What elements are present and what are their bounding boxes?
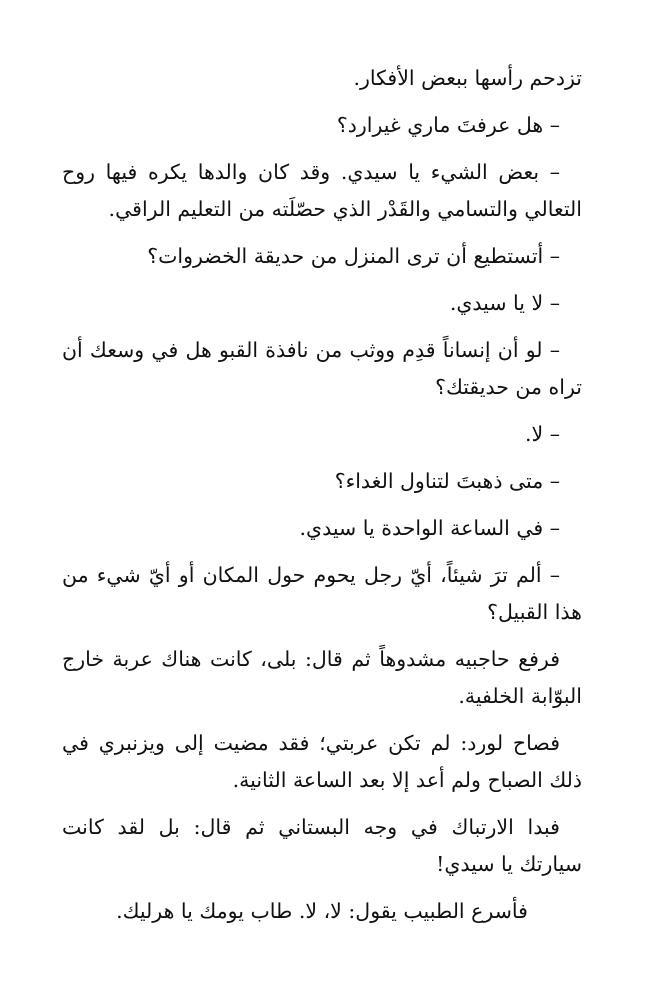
document-page: [62, 60, 582, 940]
paragraph-14: فأسرع الطبيب يقول: لا، لا. طاب يومك يا هرليك.: [116, 899, 528, 923]
paragraph-12: فصاح لورد: لم تكن عربتي؛ فقد مضيت إلى ويزنبري في ذلك الصباح ولم أعد إلا بعد الساعة الثانية.: [62, 731, 582, 792]
paragraph-2: – هل عرفتَ ماري غيرارد؟: [336, 113, 560, 137]
paragraph-11: فرفع حاجبيه مشدوهاً ثم قال: بلى، كانت هناك عربة خارج البوّابة الخلفية.: [62, 647, 582, 708]
paragraph-5: – لا يا سيدي.: [449, 291, 560, 315]
paragraph-9: – في الساعة الواحدة يا سيدي.: [299, 516, 560, 540]
paragraph-8: – متى ذهبتَ لتناول الغداء؟: [334, 469, 560, 493]
paragraph-1: تزدحم رأسها ببعض الأفكار.: [353, 66, 582, 90]
paragraph-3: – بعض الشيء يا سيدي. وقد كان والدها يكره فيها روح التعالي والتسامي والقَدْر الذي حصّلَته من التعليم الراقي.: [62, 160, 582, 221]
paragraph-13: فبدا الارتباك في وجه البستاني ثم قال: بل لقد كانت سيارتك يا سيدي!: [62, 815, 582, 876]
paragraph-10: – ألم ترَ شيئاً، أيّ رجل يحوم حول المكان أو أيّ شيء من هذا القبيل؟: [62, 563, 582, 624]
paragraph-7: – لا.: [525, 422, 560, 446]
paragraph-6: – لو أن إنساناً قدِم ووثب من نافذة القبو هل في وسعك أن تراه من حديقتك؟: [62, 338, 582, 399]
paragraph-4: – أتستطيع أن ترى المنزل من حديقة الخضروات؟: [147, 244, 560, 268]
